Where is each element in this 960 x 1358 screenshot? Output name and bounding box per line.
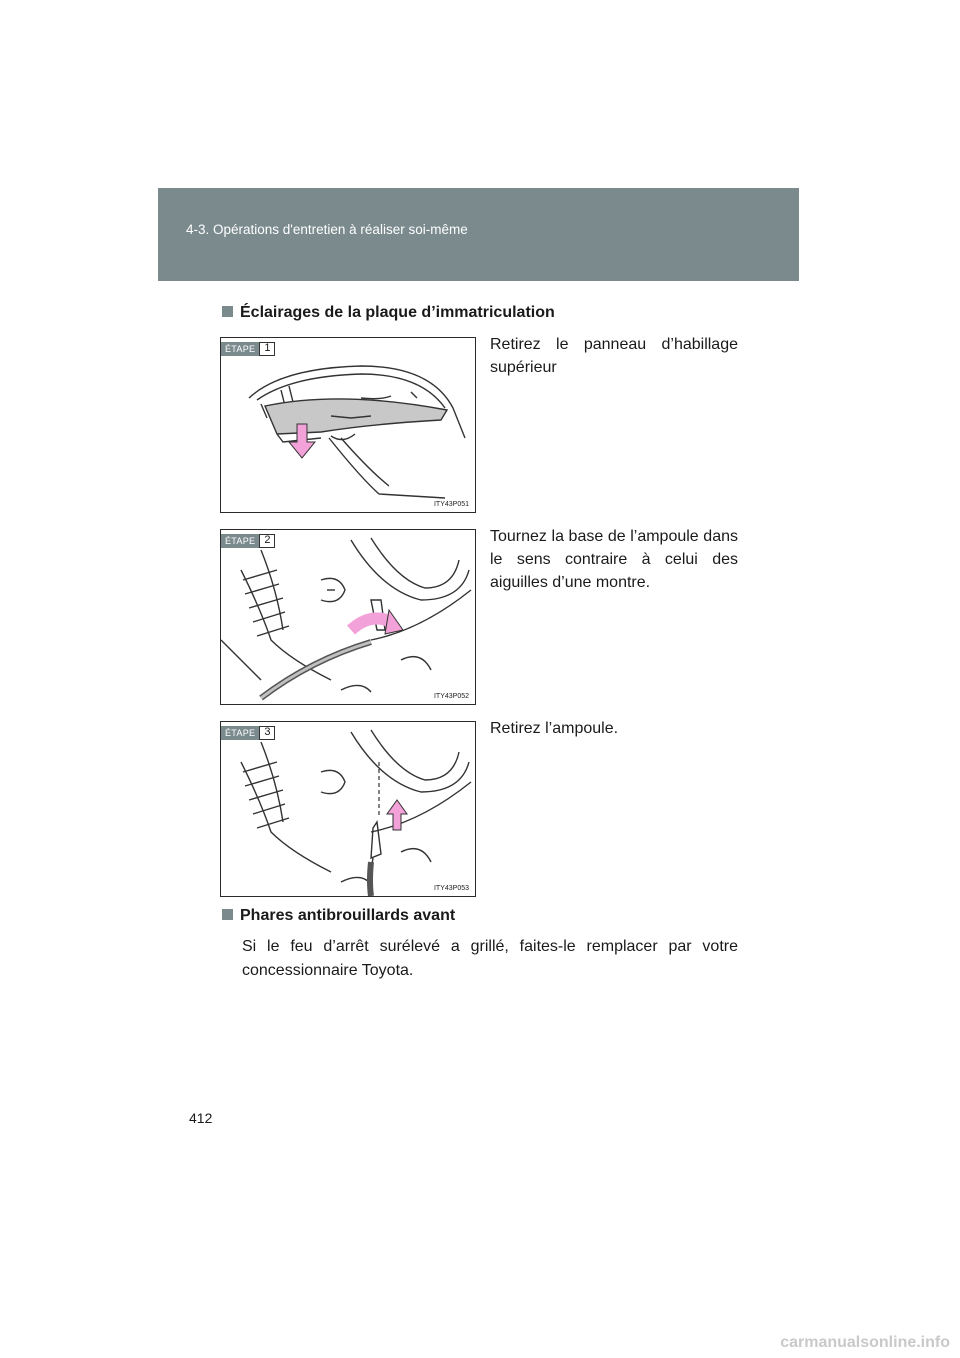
section-title xyxy=(222,304,555,322)
watermark: carmanualsonline.info xyxy=(780,1334,950,1351)
chapter-title: 4-3. Opérations d'entretien à réaliser soi-même xyxy=(186,222,468,237)
up-arrow-icon xyxy=(387,800,407,830)
step-1-text: Retirez le panneau d’habillage supérieur xyxy=(490,336,738,376)
fog-lights-text: Si le feu d’arrêt surélevé a grillé, faites-le remplacer par votre concessionnaire Toyota. xyxy=(242,938,738,979)
bulb-socket-rotate-illustration xyxy=(221,530,475,704)
step-badge-label: ÉTAPE xyxy=(221,342,259,356)
step-badge xyxy=(221,534,275,548)
step-1-illustration xyxy=(220,337,476,513)
chapter-header xyxy=(158,188,799,281)
step-badge xyxy=(221,342,275,356)
section-title-text: Éclairages de la plaque d’immatriculation xyxy=(240,304,555,321)
step-2-illustration xyxy=(220,529,476,705)
illustration-code: ITY43P053 xyxy=(433,885,469,892)
step-3-illustration xyxy=(220,721,476,897)
step-badge-number: 1 xyxy=(259,342,275,356)
fog-lights-title xyxy=(222,907,455,925)
trim-panel-illustration xyxy=(221,338,475,512)
step-badge-number: 3 xyxy=(259,726,275,740)
page-number: 412 xyxy=(189,1110,213,1126)
step-2-text: Tournez la base de l’ampoule dans le sens contraire à celui des aiguilles d’une montre. xyxy=(490,528,738,591)
step-badge xyxy=(221,726,275,740)
step-3-text: Retirez l’ampoule. xyxy=(490,720,619,737)
illustration-code: ITY43P052 xyxy=(433,693,469,700)
step-badge-number: 2 xyxy=(259,534,275,548)
illustration-code: ITY43P051 xyxy=(433,501,469,508)
step-badge-label: ÉTAPE xyxy=(221,726,259,740)
square-bullet-icon xyxy=(222,909,233,920)
square-bullet-icon xyxy=(222,306,233,317)
bulb-removal-illustration xyxy=(221,722,475,896)
fog-lights-title-text: Phares antibrouillards avant xyxy=(240,907,456,924)
step-badge-label: ÉTAPE xyxy=(221,534,259,548)
